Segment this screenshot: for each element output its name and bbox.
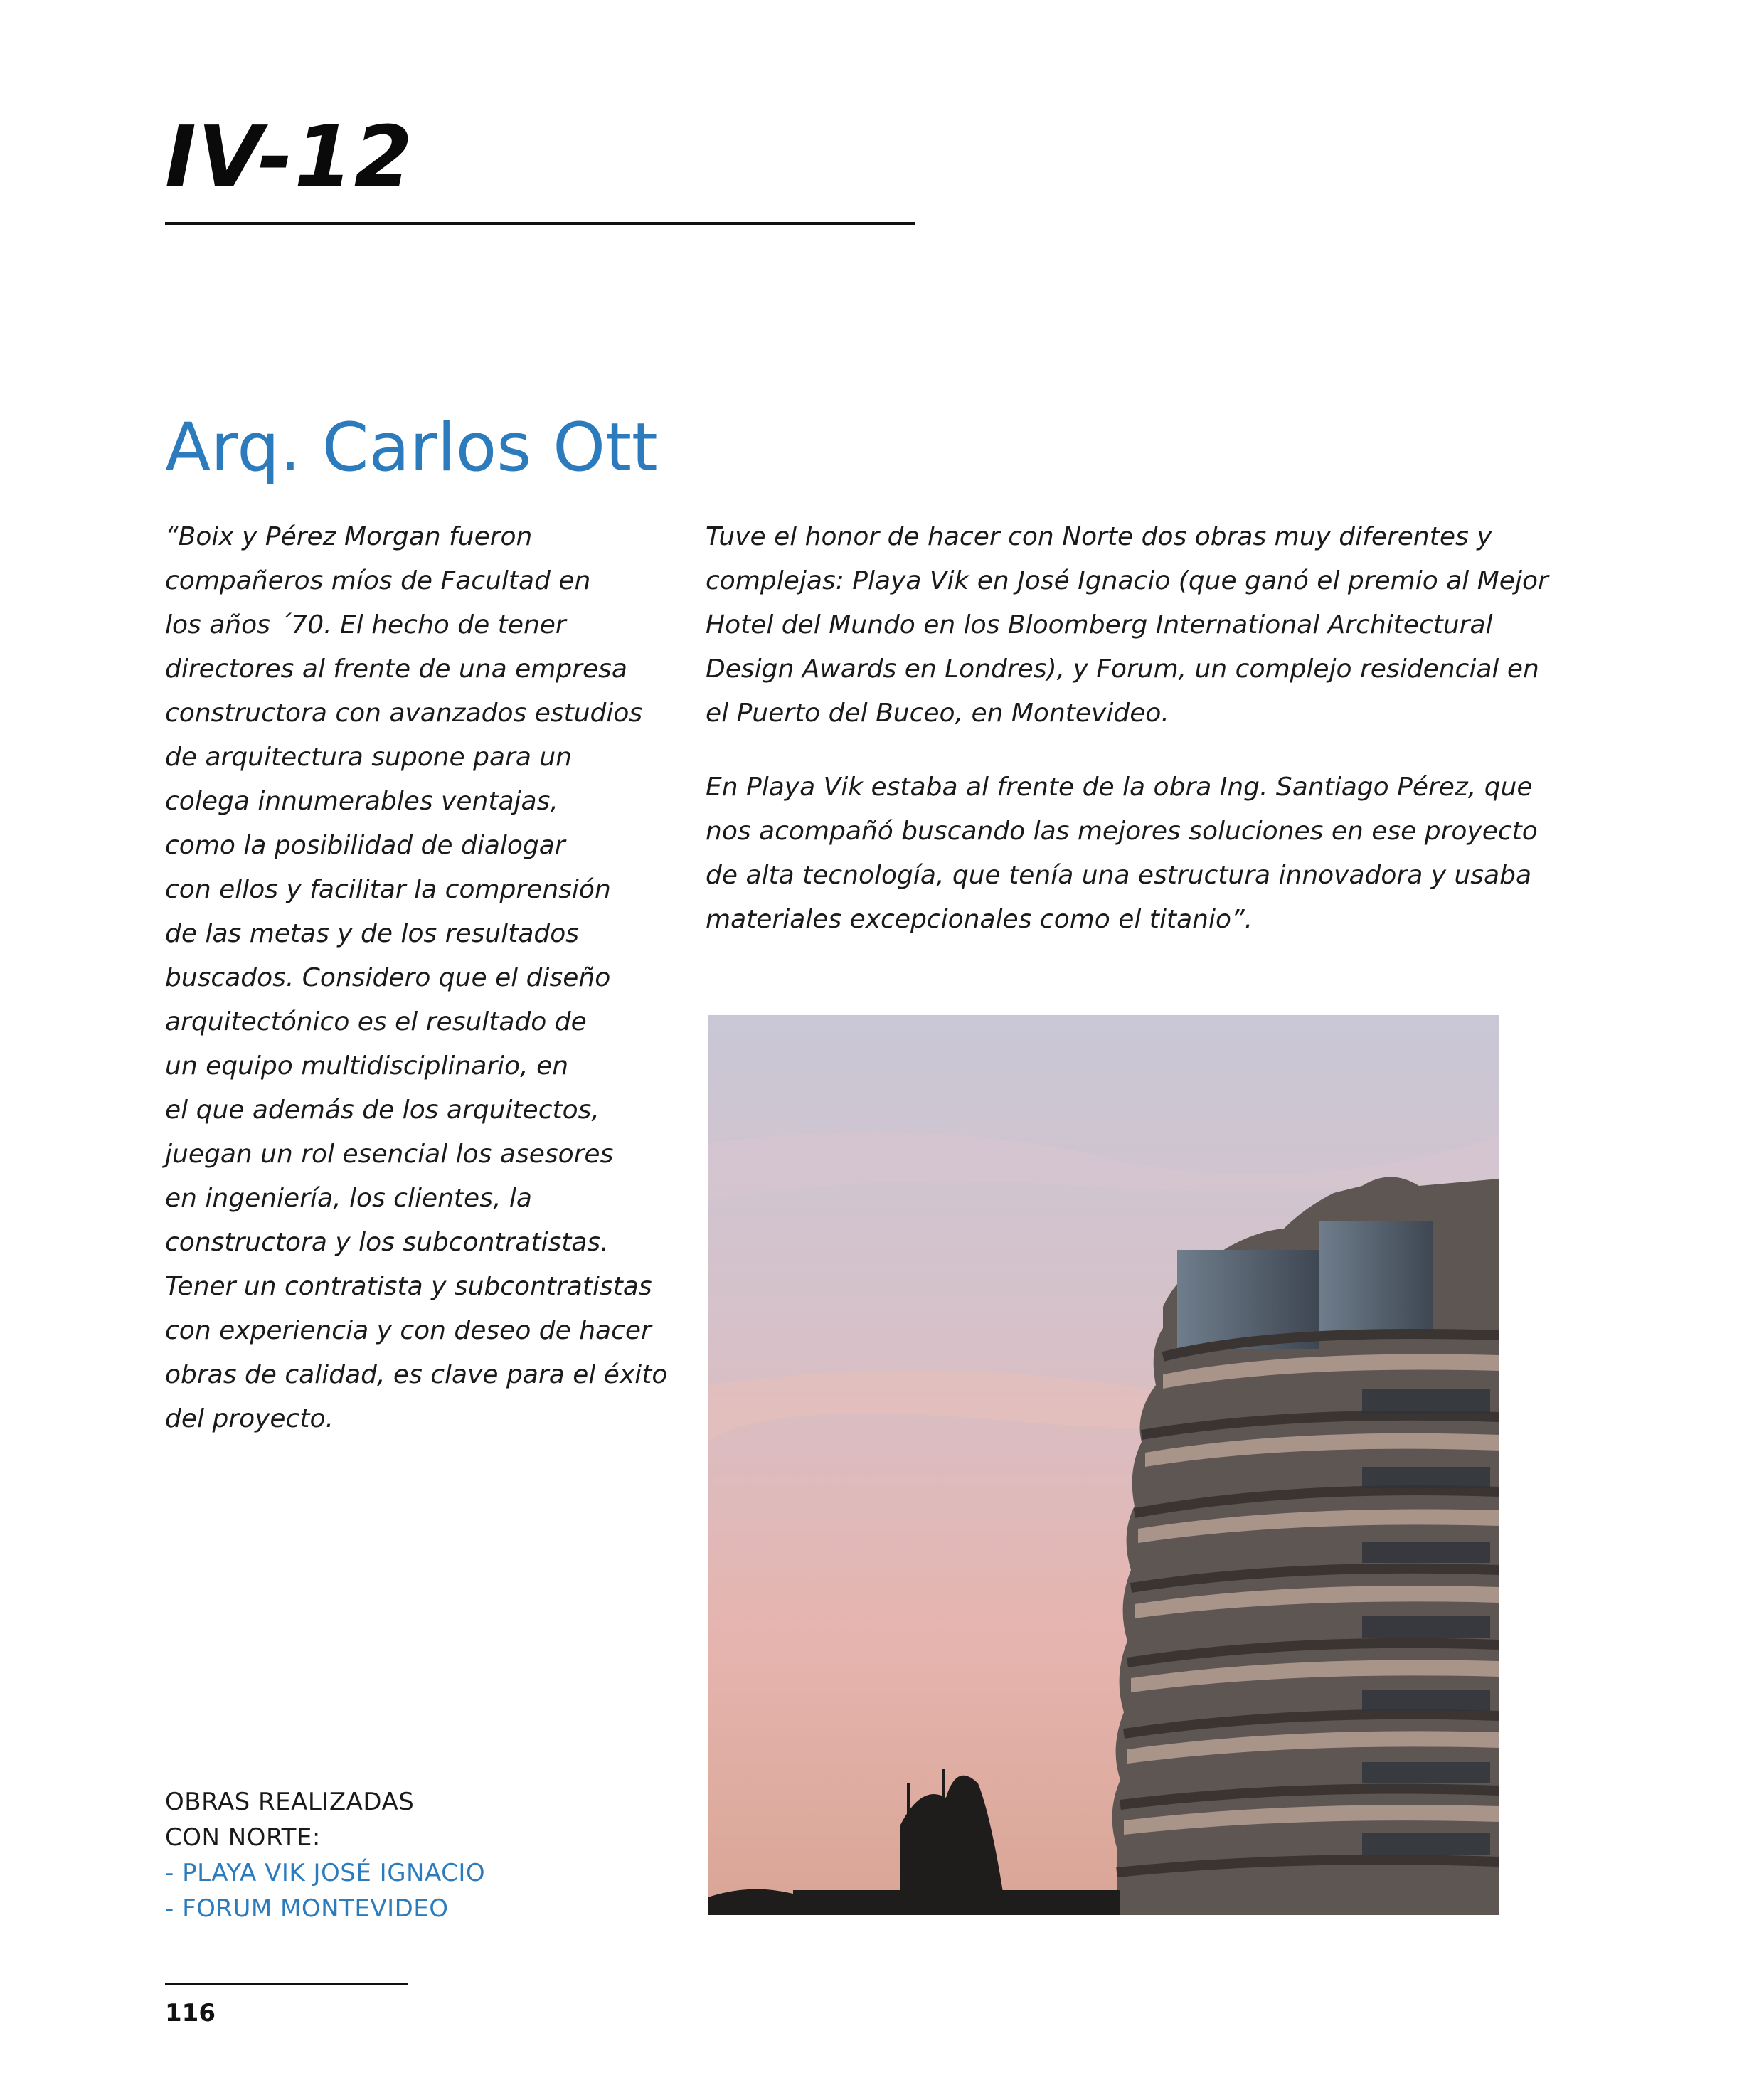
- quote-line: los años ´70. El hecho de tener: [165, 610, 566, 640]
- title-divider: [165, 222, 915, 225]
- quote-line: el Puerto del Buceo, en Montevideo.: [706, 699, 1169, 728]
- quote-line: juegan un rol esencial los asesores: [165, 1140, 614, 1169]
- works-list: [165, 1784, 485, 1926]
- quote-line: de alta tecnología, que tenía una estructura innovadora y usaba: [706, 861, 1531, 890]
- quote-line: con experiencia y con deseo de hacer: [165, 1316, 652, 1345]
- quote-line: como la posibilidad de dialogar: [165, 831, 565, 860]
- quote-line: en ingeniería, los clientes, la: [165, 1184, 532, 1213]
- quote-line: el que además de los arquitectos,: [165, 1096, 600, 1125]
- quote-line: de las metas y de los resultados: [165, 919, 580, 948]
- author-name: Arq. Carlos Ott: [165, 409, 658, 487]
- quote-line: obras de calidad, es clave para el éxito: [165, 1360, 668, 1389]
- work-item-forum[interactable]: - FORUM MONTEVIDEO: [165, 1894, 449, 1923]
- quote-line: del proyecto.: [165, 1404, 334, 1433]
- quote-line: con ellos y facilitar la comprensión: [165, 875, 611, 904]
- footer-divider: [165, 1983, 408, 1985]
- page-number: 116: [165, 1999, 216, 2027]
- glass-facade: [1319, 1221, 1433, 1335]
- quote-right-column: [706, 515, 1548, 972]
- section-code: IV-12: [165, 107, 414, 206]
- quote-line: directores al frente de una empresa: [165, 654, 627, 684]
- building-photo: [708, 1015, 1499, 1915]
- quote-line: constructora con avanzados estudios: [165, 699, 643, 728]
- quote-line: constructora y los subcontratistas.: [165, 1228, 609, 1257]
- quote-line: colega innumerables ventajas,: [165, 787, 558, 816]
- works-heading: CON NORTE:: [165, 1823, 321, 1852]
- quote-line: arquitectónico es el resultado de: [165, 1007, 587, 1036]
- quote-line: de arquitectura supone para un: [165, 743, 572, 772]
- quote-line: En Playa Vik estaba al frente de la obra Ing. Santiago Pérez, que: [706, 773, 1533, 802]
- quote-line: “Boix y Pérez Morgan fueron: [165, 522, 533, 551]
- quote-line: complejas: Playa Vik en José Ignacio (que ganó el premio al Mejor: [706, 566, 1548, 595]
- quote-paragraph-1: [706, 515, 1548, 736]
- quote-line: compañeros míos de Facultad en: [165, 566, 591, 595]
- quote-line: nos acompañó buscando las mejores soluciones en ese proyecto: [706, 817, 1538, 846]
- quote-line: materiales excepcionales como el titanio”.: [706, 905, 1253, 934]
- quote-paragraph-2: [706, 765, 1538, 942]
- quote-line: un equipo multidisciplinario, en: [165, 1051, 569, 1081]
- work-item-playa-vik[interactable]: - PLAYA VIK JOSÉ IGNACIO: [165, 1859, 486, 1887]
- quote-line: Tener un contratista y subcontratistas: [165, 1272, 652, 1301]
- quote-left-column: [165, 515, 668, 1441]
- works-heading: OBRAS REALIZADAS: [165, 1788, 415, 1816]
- quote-line: Tuve el honor de hacer con Norte dos obras muy diferentes y: [706, 522, 1492, 551]
- quote-line: Design Awards en Londres), y Forum, un complejo residencial en: [706, 654, 1539, 684]
- quote-line: buscados. Considero que el diseño: [165, 963, 611, 992]
- quote-line: Hotel del Mundo en los Bloomberg International Architectural: [706, 610, 1493, 640]
